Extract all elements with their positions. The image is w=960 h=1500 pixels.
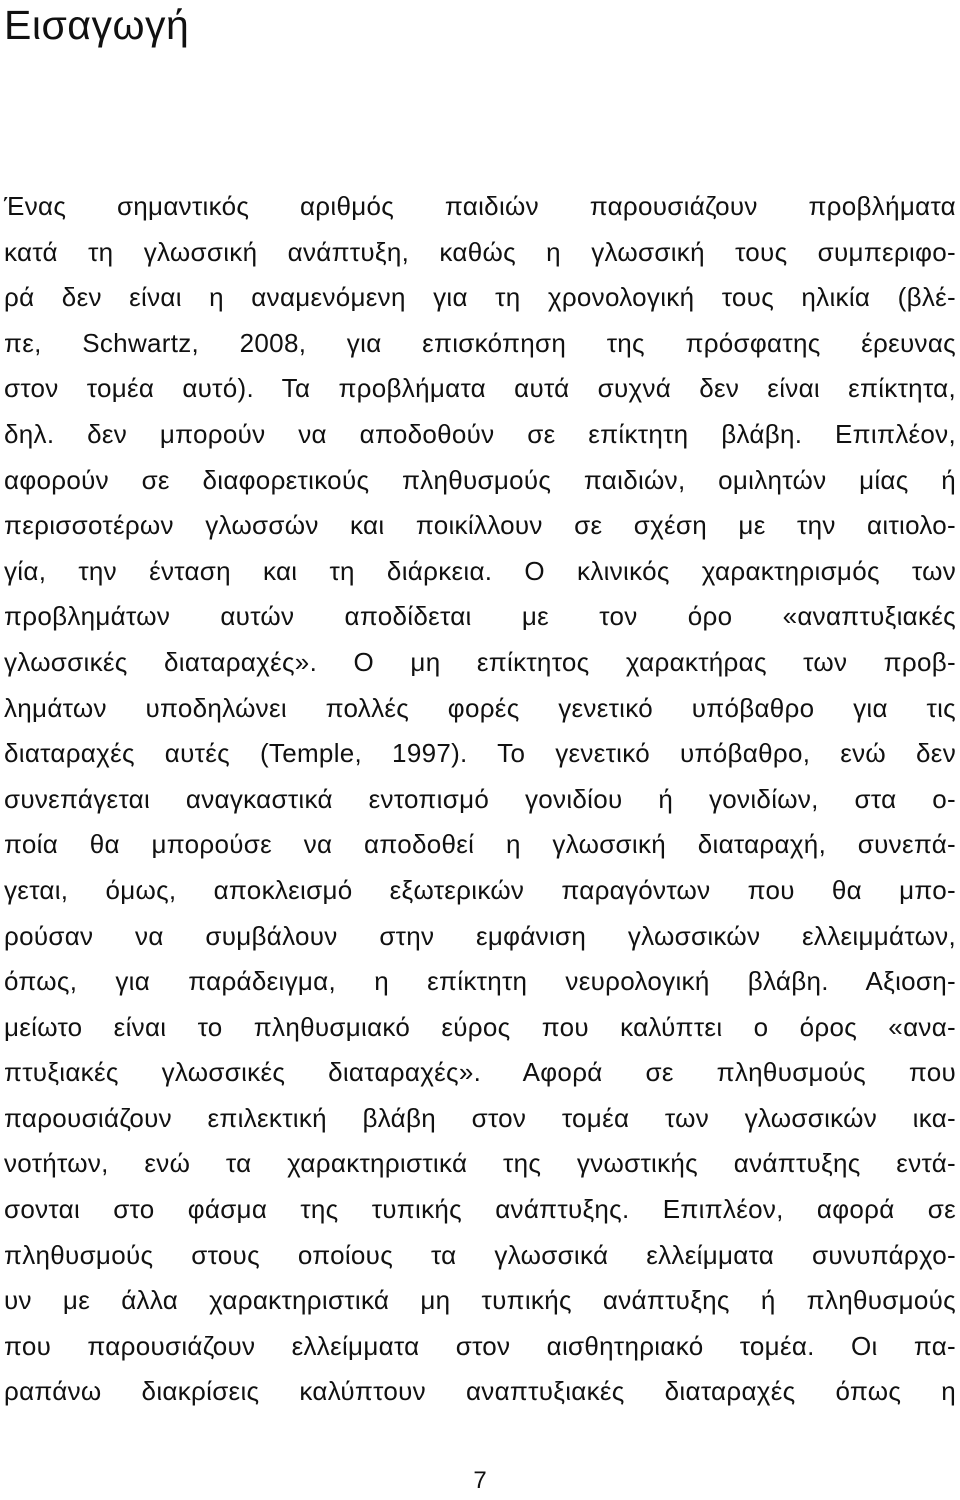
text-line: παρουσιάζουν επιλεκτική βλάβη στον τομέα των γλωσσικών ικα- [4, 1102, 956, 1133]
text-line: συνεπάγεται αναγκαστικά εντοπισμό γονιδίου ή γονιδίων, στα ο- [4, 783, 956, 814]
text-line: νοτήτων, ενώ τα χαρακτηριστικά της γνωστικής ανάπτυξης εντά- [4, 1148, 956, 1179]
text-line: ποία θα μπορούσε να αποδοθεί η γλωσσική διαταραχή, συνεπά- [4, 829, 956, 860]
text-line: γλωσσικές διαταραχές». Ο μη επίκτητος χαρακτήρας των προβ- [4, 646, 956, 677]
page-title: Εισαγωγή [4, 2, 190, 48]
text-line: κατά τη γλωσσική ανάπτυξη, καθώς η γλωσσική τους συμπεριφο- [4, 236, 956, 267]
text-line: διαταραχές αυτές (Temple, 1997). Το γενετικό υπόβαθρο, ενώ δεν [4, 738, 956, 769]
text-line: αφορούν σε διαφορετικούς πληθυσμούς παιδιών, ομιλητών μίας ή [4, 464, 956, 495]
text-line: σονται στο φάσμα της τυπικής ανάπτυξης. Επιπλέον, αφορά σε [4, 1194, 956, 1225]
text-line: που παρουσιάζουν ελλείμματα στον αισθητηριακό τομέα. Οι πα- [4, 1330, 956, 1361]
page-number: 7 [473, 1467, 487, 1494]
text-line: μείωτο είναι το πληθυσμιακό εύρος που καλύπτει ο όρος «ανα- [4, 1011, 956, 1042]
text-line: ρά δεν είναι η αναμενόμενη για τη χρονολογική τους ηλικία (βλέ- [4, 282, 956, 313]
text-line: πτυξιακές γλωσσικές διαταραχές». Αφορά σε πληθυσμούς που [4, 1057, 956, 1088]
text-line: ραπάνω διακρίσεις καλύπτουν αναπτυξιακές διαταραχές όπως η [4, 1376, 956, 1407]
text-line: γεται, όμως, αποκλεισμό εξωτερικών παραγόντων που θα μπο- [4, 874, 956, 905]
text-line: περισσοτέρων γλωσσών και ποικίλλουν σε σχέση με την αιτιολο- [4, 510, 956, 541]
text-line: λημάτων υποδηλώνει πολλές φορές γενετικό υπόβαθρο για τις [4, 692, 956, 723]
body-paragraph [4, 184, 956, 1415]
text-line: Ένας σημαντικός αριθμός παιδιών παρουσιάζουν προβλήματα [4, 191, 956, 221]
text-line: δηλ. δεν μπορούν να αποδοθούν σε επίκτητη βλάβη. Επιπλέον, [4, 418, 956, 449]
text-line: υν με άλλα χαρακτηριστικά μη τυπικής ανάπτυξης ή πληθυσμούς [4, 1285, 956, 1316]
text-line: στον τομέα αυτό). Τα προβλήματα αυτά συχνά δεν είναι επίκτητα, [4, 373, 956, 404]
text-line: πε, Schwartz, 2008, για επισκόπηση της πρόσφατης έρευνας [4, 327, 956, 358]
text-line: γία, την ένταση και τη διάρκεια. Ο κλινικός χαρακτηρισμός των [4, 555, 956, 586]
text-line: πληθυσμούς στους οποίους τα γλωσσικά ελλείμματα συνυπάρχο- [4, 1239, 956, 1270]
text-line: προβλημάτων αυτών αποδίδεται με τον όρο «αναπτυξιακές [4, 601, 956, 632]
text-line: ρούσαν να συμβάλουν στην εμφάνιση γλωσσικών ελλειμμάτων, [4, 920, 956, 951]
text-line: όπως, για παράδειγμα, η επίκτητη νευρολογική βλάβη. Αξιοση- [4, 966, 956, 997]
